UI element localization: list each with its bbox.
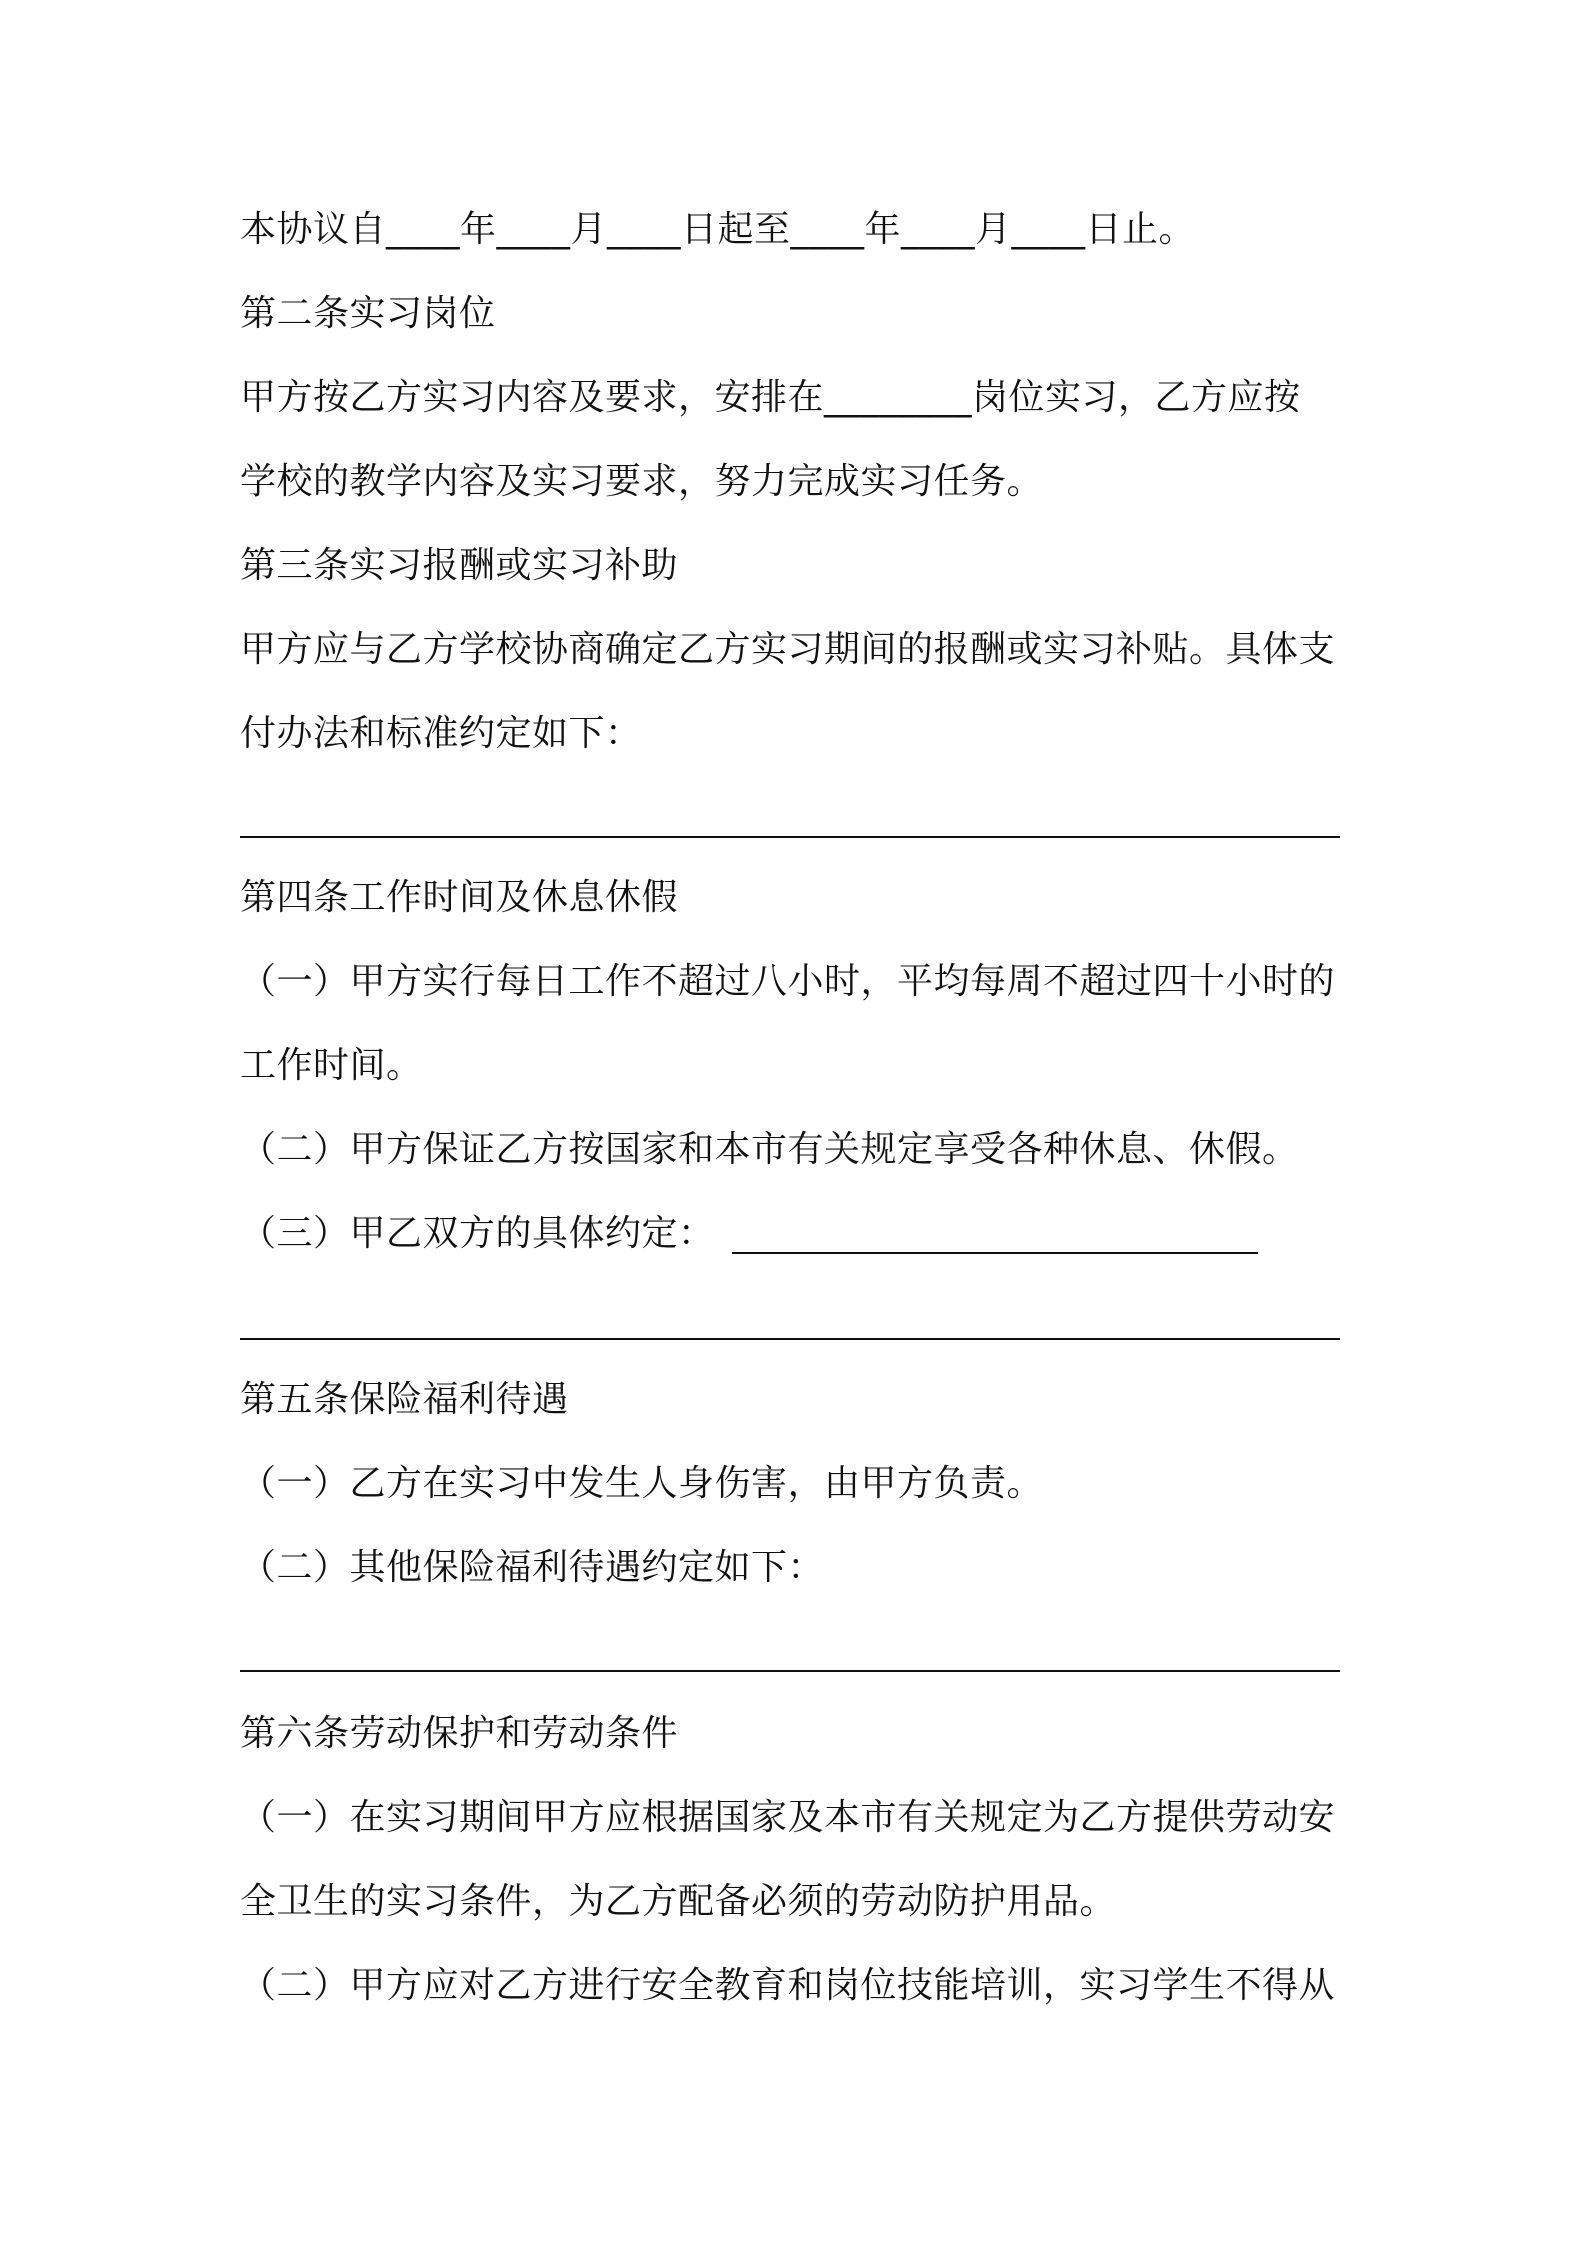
article-2-text-line-2: 学校的教学内容及实习要求，努力完成实习任务。 <box>240 461 1044 502</box>
blank-fill-line <box>240 836 1340 838</box>
article-2-heading: 第二条实习岗位 <box>240 293 496 334</box>
article-3-text-line-2: 付办法和标准约定如下： <box>240 713 642 754</box>
article-6-item-1-line-2: 全卫生的实习条件，为乙方配备必须的劳动防护用品。 <box>240 1881 1117 1922</box>
article-4-heading: 第四条工作时间及休息休假 <box>240 877 679 918</box>
article-5-item-1: （一）乙方在实习中发生人身伤害，由甲方负责。 <box>240 1463 1044 1504</box>
blank-fill-line <box>240 1338 1340 1340</box>
article-5-item-2: （二）其他保险福利待遇约定如下： <box>240 1547 825 1588</box>
clause-term-dates: 本协议自____年____月____日起至____年____月____日止。 <box>240 209 1196 250</box>
article-2-text-line-1: 甲方按乙方实习内容及要求，安排在________岗位实习，乙方应按 <box>240 377 1301 418</box>
blank-fill-line <box>240 1670 1340 1672</box>
article-4-item-1-line-2: 工作时间。 <box>240 1045 423 1086</box>
article-3-heading: 第三条实习报酬或实习补助 <box>240 545 679 586</box>
article-4-item-2: （二）甲方保证乙方按国家和本市有关规定享受各种休息、休假。 <box>240 1129 1299 1170</box>
article-6-item-2-line-1: （二）甲方应对乙方进行安全教育和岗位技能培训，实习学生不得从 <box>240 1965 1336 2006</box>
article-6-heading: 第六条劳动保护和劳动条件 <box>240 1713 679 1754</box>
article-5-heading: 第五条保险福利待遇 <box>240 1379 569 1420</box>
article-4-item-1-line-1: （一）甲方实行每日工作不超过八小时，平均每周不超过四十小时的 <box>240 961 1336 1002</box>
article-6-item-1-line-1: （一）在实习期间甲方应根据国家及本市有关规定为乙方提供劳动安 <box>240 1797 1336 1838</box>
article-4-item-3: （三）甲乙双方的具体约定： <box>240 1213 715 1254</box>
article-3-text-line-1: 甲方应与乙方学校协商确定乙方实习期间的报酬或实习补贴。具体支 <box>240 629 1336 670</box>
blank-fill-line <box>732 1252 1258 1254</box>
